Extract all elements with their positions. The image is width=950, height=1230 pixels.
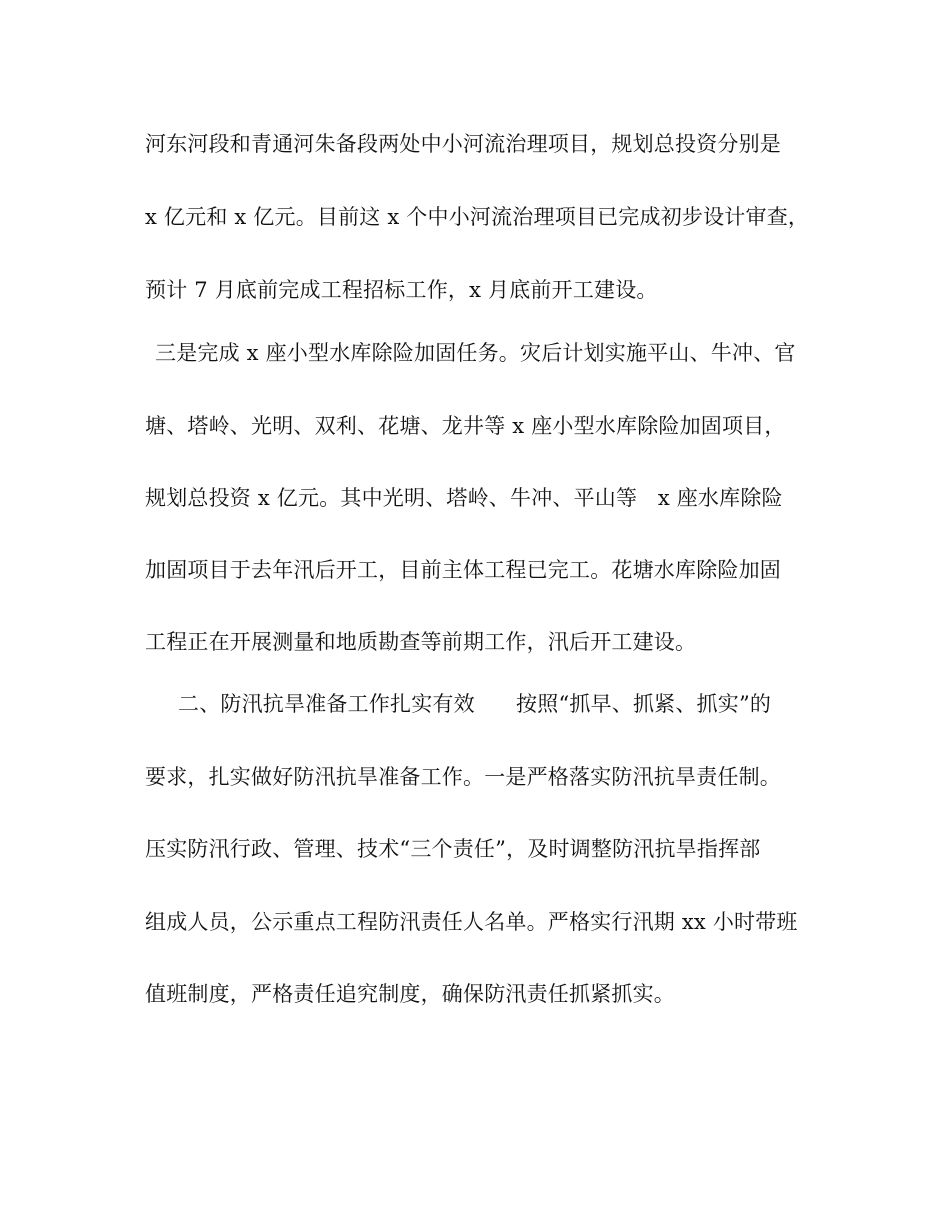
- text-line: 规划总投资 x 亿元。其中光明、塔岭、牛冲、平山等 x 座水库除险: [145, 486, 783, 510]
- text-line: 加固项目于去年汛后开工，目前主体工程已完工。花塘水库除险加固: [145, 558, 781, 582]
- text-line: 河东河段和青通河朱备段两处中小河流治理项目，规划总投资分别是: [145, 132, 781, 156]
- paragraph-start-line: 三是完成 x 座小型水库除险加固任务。灾后计划实施平山、牛冲、官: [155, 341, 796, 365]
- text-line: 要求，扎实做好防汛抗旱准备工作。一是严格落实防汛抗旱责任制。: [145, 765, 781, 789]
- text-line: 值班制度，严格责任追究制度，确保防汛责任抓紧抓实。: [145, 982, 675, 1006]
- text-line: 预计 7 月底前完成工程招标工作，x 月底前开工建设。: [145, 278, 658, 302]
- text-line: 组成人员，公示重点工程防汛责任人名单。严格实行汛期 xx 小时带班: [145, 910, 798, 934]
- text-line: x 亿元和 x 亿元。目前这 x 个中小河流治理项目已完成初步设计审查，: [145, 205, 810, 229]
- text-line: 塘、塔岭、光明、双利、花塘、龙井等 x 座小型水库除险加固项目，: [145, 414, 786, 438]
- text-line: 压实防汛行政、管理、技术“三个责任”，及时调整防汛抗旱指挥部: [145, 837, 761, 861]
- text-line: 工程正在开展测量和地质勘查等前期工作，汛后开工建设。: [145, 630, 697, 654]
- section-heading-line: 二、防汛抗旱准备工作扎实有效 按照“抓早、抓紧、抓实”的: [178, 692, 772, 716]
